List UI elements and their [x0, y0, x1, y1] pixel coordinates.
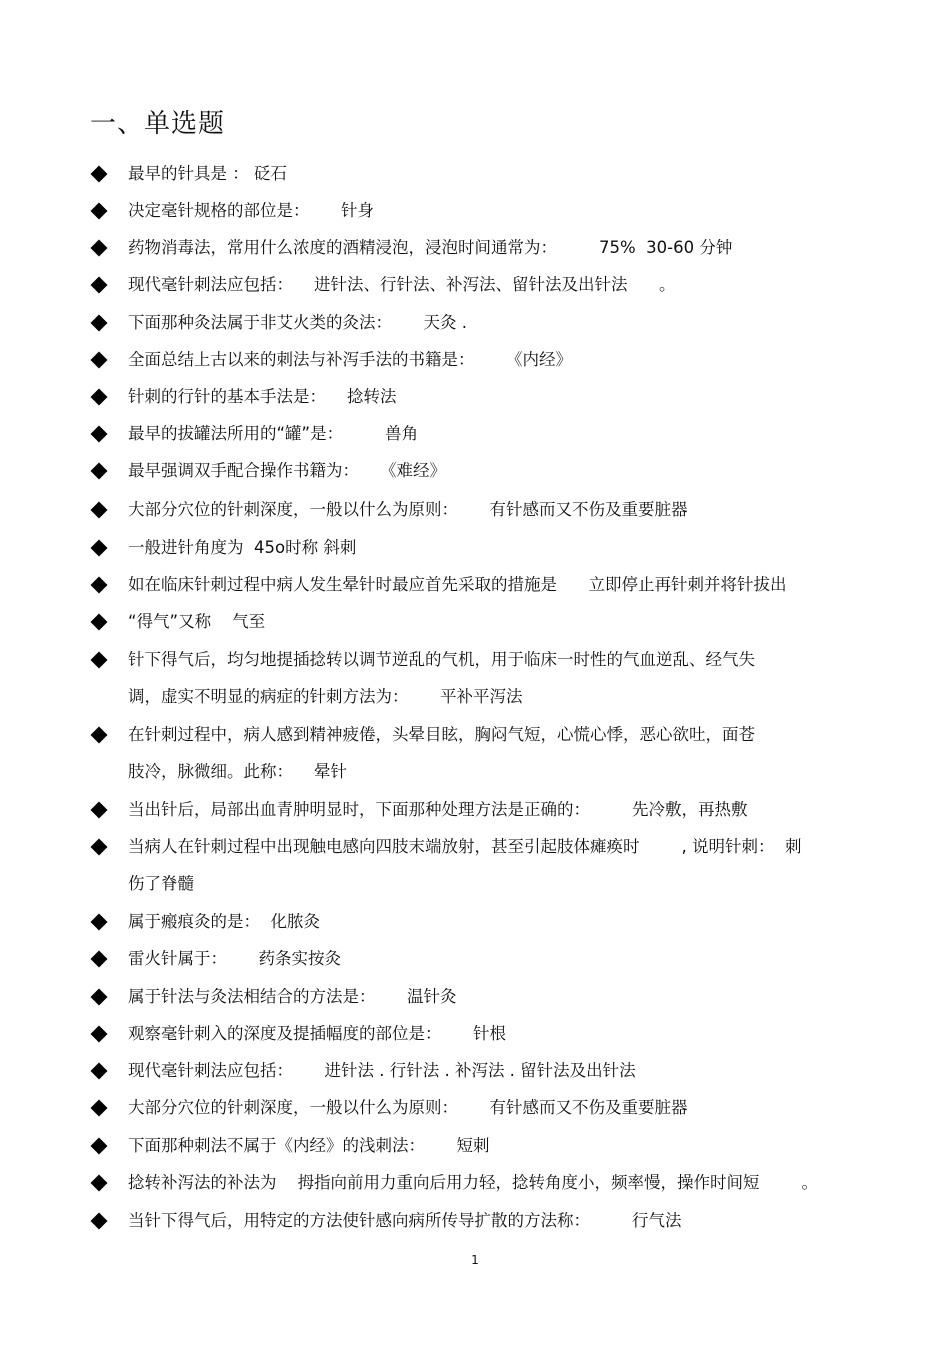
answer-text: 45o时称 斜刺 [243, 538, 357, 557]
diamond-bullet-icon [89, 908, 109, 936]
answer-text: 《难经》 [359, 461, 446, 480]
question-line [128, 197, 374, 225]
diamond-bullet-icon [89, 160, 109, 188]
question-line [128, 234, 732, 262]
question-line [128, 908, 320, 936]
diamond-bullet-icon [89, 1169, 109, 1197]
question-text: 雷火针属于： [128, 949, 227, 968]
answer-text: 拇指向前用力重向后用力轻，捻转角度小，频率慢，操作时间短 。 [276, 1173, 818, 1192]
question-text: 当出针后，局部出血青肿明显时，下面那种处理方法是正确的： [128, 800, 590, 819]
question-text: 现代毫针刺法应包括： [128, 1061, 293, 1080]
question-text-continued: 伤了脊髓 [128, 874, 194, 893]
diamond-bullet-icon [89, 271, 109, 299]
diamond-bullet-icon [89, 1094, 109, 1122]
answer-text: 进针法、行针法、补泻法、留针法及出针法 。 [293, 275, 676, 294]
question-text: 下面那种刺法不属于《内经》的浅刺法： [128, 1136, 425, 1155]
answer-text: 兽角 [343, 424, 419, 443]
question-text: 一般进针角度为 [128, 538, 244, 557]
diamond-bullet-icon [89, 1207, 109, 1235]
question-line [128, 496, 687, 524]
question-text: 大部分穴位的针刺深度，一般以什么为原则： [128, 1098, 458, 1117]
answer-text: 砭石 [248, 164, 287, 183]
question-text: 当针下得气后，用特定的方法使针感向病所传导扩散的方法称： [128, 1211, 590, 1230]
diamond-bullet-icon [89, 945, 109, 973]
question-line [128, 1094, 687, 1122]
diamond-bullet-icon [89, 420, 109, 448]
diamond-bullet-icon [89, 457, 109, 485]
diamond-bullet-icon [89, 1057, 109, 1085]
question-line [128, 1057, 636, 1085]
question-text: 属于瘢痕灸的是： [128, 912, 260, 931]
question-text: 药物消毒法，常用什么浓度的酒精浸泡，浸泡时间通常为： [128, 238, 557, 257]
question-text: 最早的针具是 ： [128, 164, 249, 183]
diamond-bullet-icon [89, 608, 109, 636]
answer-text: 有针感而又不伤及重要脏器 [458, 1098, 688, 1117]
question-line [128, 1207, 681, 1235]
answer-text: 气至 [211, 612, 266, 631]
answer-text: , 说明针刺： 刺 [639, 837, 802, 856]
question-line [128, 646, 755, 674]
answer-text: 有针感而又不伤及重要脏器 [458, 500, 688, 519]
question-text-continued: 肢冷，脉微细。此称： [128, 762, 293, 781]
answer-text: 先冷敷，再热敷 [590, 800, 748, 819]
question-line [128, 571, 786, 599]
question-line [128, 983, 456, 1011]
question-text: 捻转补泻法的补法为 [128, 1173, 277, 1192]
section-heading: 一、单选题 [90, 109, 226, 139]
answer-text: 短刺 [425, 1136, 490, 1155]
question-text: 最早的拔罐法所用的“罐”是： [128, 424, 344, 443]
question-line [128, 1132, 489, 1160]
question-text: 针下得气后，均匀地提插捻转以调节逆乱的气机，用于临床一时性的气血逆乱、经气失 [128, 650, 755, 669]
question-text: “得气”又称 [128, 612, 212, 631]
question-line [128, 309, 467, 337]
question-line-continued [128, 758, 347, 786]
question-text: 当病人在针刺过程中出现触电感向四肢末端放射，甚至引起肢体瘫痪时 [128, 837, 640, 856]
question-line [128, 945, 341, 973]
answer-text: 针根 [441, 1024, 506, 1043]
page-number: 1 [471, 1253, 479, 1267]
question-text: 如在临床针刺过程中病人发生晕针时最应首先采取的措施是 [128, 575, 557, 594]
answer-text: 立即停止再针刺并将针拔出 [557, 575, 787, 594]
diamond-bullet-icon [89, 496, 109, 524]
diamond-bullet-icon [89, 983, 109, 1011]
diamond-bullet-icon [89, 1020, 109, 1048]
question-line [128, 1169, 818, 1197]
diamond-bullet-icon [89, 796, 109, 824]
question-text: 最早强调双手配合操作书籍为： [128, 461, 359, 480]
answer-text: 进针法 . 行针法 . 补泻法 . 留针法及出针法 [293, 1061, 636, 1080]
question-text: 在针刺过程中，病人感到精神疲倦，头晕目眩，胸闷气短，心慌心悸，恶心欲吐，面苍 [128, 725, 755, 744]
question-line-continued [128, 683, 522, 711]
answer-text: 行气法 [590, 1211, 682, 1230]
diamond-bullet-icon [89, 309, 109, 337]
answer-text: 《内经》 [474, 350, 572, 369]
answer-text: 天灸 . [392, 313, 467, 332]
question-text: 针刺的行针的基本手法是： [128, 387, 326, 406]
diamond-bullet-icon [89, 721, 109, 749]
question-text: 决定毫针规格的部位是： [128, 201, 310, 220]
question-line [128, 833, 801, 861]
question-line [128, 721, 755, 749]
question-text: 属于针法与灸法相结合的方法是： [128, 987, 376, 1006]
question-line [128, 383, 396, 411]
question-line [128, 796, 747, 824]
question-line [128, 160, 287, 188]
question-text-continued: 调，虚实不明显的病症的针刺方法为： [128, 687, 409, 706]
diamond-bullet-icon [89, 346, 109, 374]
question-line [128, 271, 675, 299]
question-line-continued [128, 870, 194, 898]
question-text: 现代毫针刺法应包括： [128, 275, 293, 294]
question-line [128, 1020, 506, 1048]
answer-text: 温针灸 [375, 987, 457, 1006]
answer-text: 药条实按灸 [227, 949, 341, 968]
question-line [128, 346, 572, 374]
diamond-bullet-icon [89, 646, 109, 674]
diamond-bullet-icon [89, 833, 109, 861]
diamond-bullet-icon [89, 234, 109, 262]
question-text: 全面总结上古以来的刺法与补泻手法的书籍是： [128, 350, 475, 369]
question-line [128, 534, 356, 562]
question-line [128, 608, 265, 636]
question-text: 大部分穴位的针刺深度，一般以什么为原则： [128, 500, 458, 519]
diamond-bullet-icon [89, 383, 109, 411]
answer-text: 针身 [309, 201, 374, 220]
answer-text: 晕针 [293, 762, 347, 781]
diamond-bullet-icon [89, 1132, 109, 1160]
answer-text: 75% 30-60 分钟 [557, 238, 733, 257]
question-line [128, 457, 446, 485]
diamond-bullet-icon [89, 571, 109, 599]
question-text: 观察毫针刺入的深度及提插幅度的部位是： [128, 1024, 442, 1043]
diamond-bullet-icon [89, 534, 109, 562]
answer-text: 平补平泻法 [408, 687, 523, 706]
answer-text: 捻转法 [326, 387, 397, 406]
diamond-bullet-icon [89, 197, 109, 225]
question-text: 下面那种灸法属于非艾火类的灸法： [128, 313, 392, 332]
question-line [128, 420, 418, 448]
answer-text: 化脓灸 [260, 912, 320, 931]
